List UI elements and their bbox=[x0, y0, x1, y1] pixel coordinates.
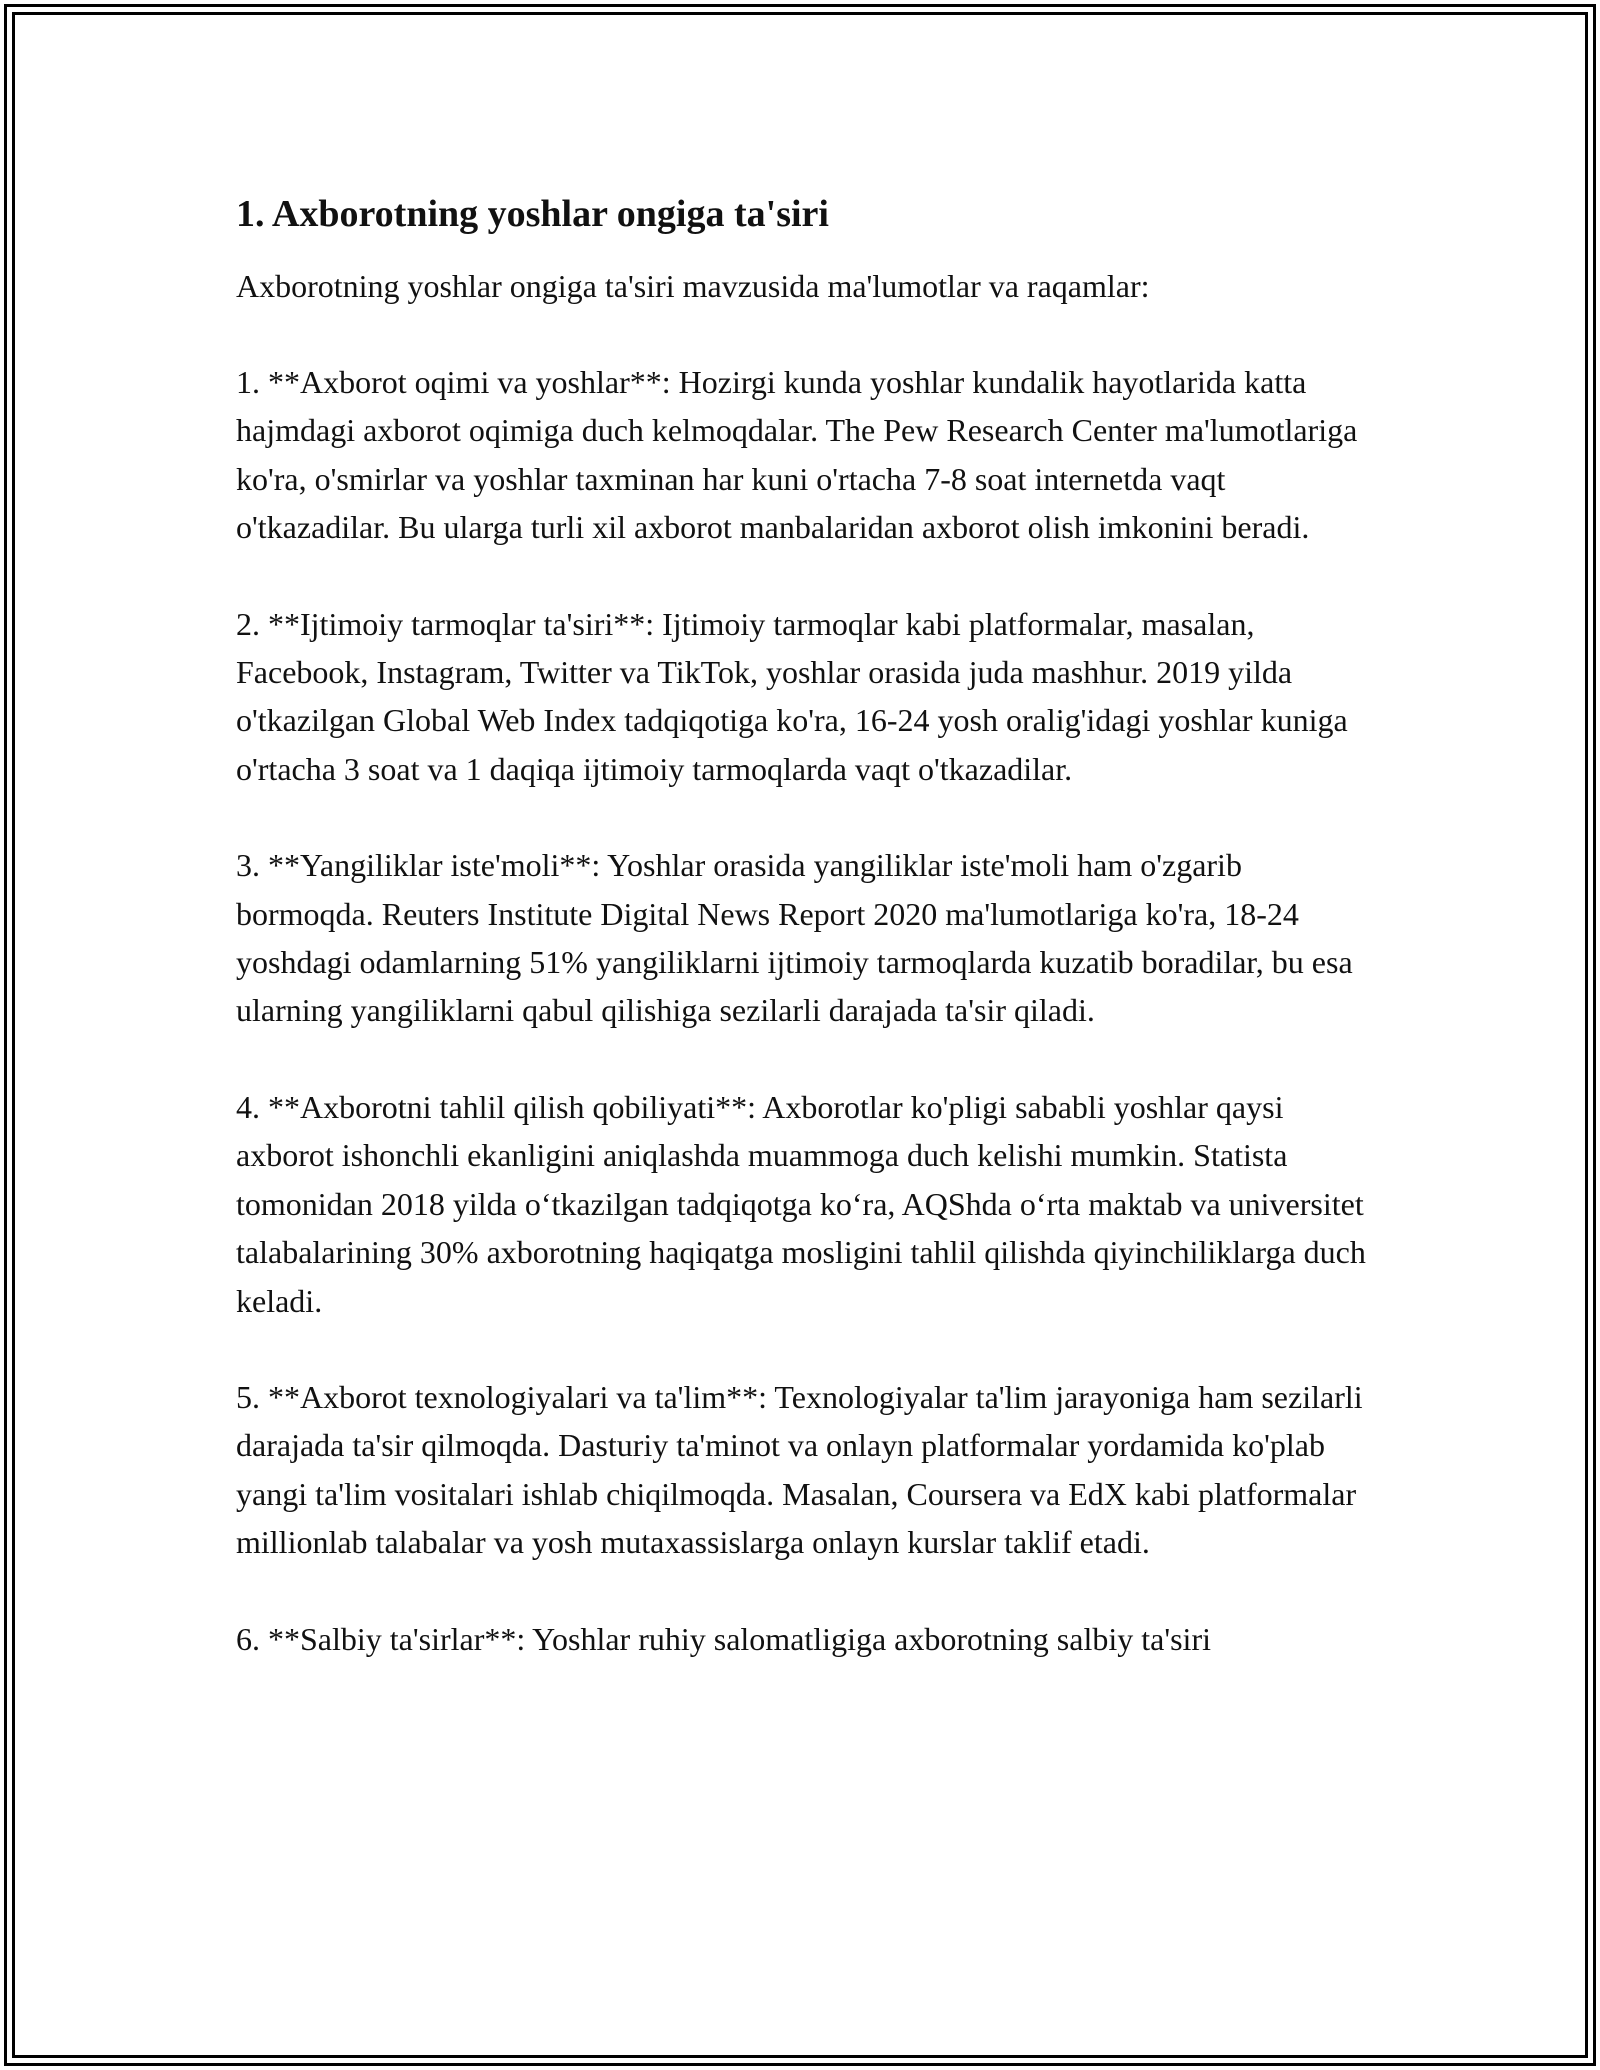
list-item-1: 1. **Axborot oqimi va yoshlar**: Hozirgi kunda yoshlar kundalik hayotlarida katta hajmdagi axborot oqimiga duch kelmoqdalar. The Pew Research Center ma'lumotlariga ko'ra, o'smirlar va yoshlar taxminan har kuni o'rtacha 7-8 soat internetda vaqt o'tkazadilar. Bu ularga turli xil axborot manbalaridan axborot olish imkonini beradi. bbox=[236, 364, 1358, 546]
document-title: 1. Axborotning yoshlar ongiga ta'siri bbox=[236, 193, 829, 235]
document-body bbox=[236, 186, 1366, 1711]
intro-paragraph: Axborotning yoshlar ongiga ta'siri mavzusida ma'lumotlar va raqamlar: bbox=[236, 268, 1150, 304]
list-item-4: 4. **Axborotni tahlil qilish qobiliyati**: Axborotlar ko'pligi sababli yoshlar qaysi axborot ishonchli ekanligini aniqlashda muammoga duch kelishi mumkin. Statista tomonidan 2018 yilda o‘tkazilgan tadqiqotga ko‘ra, AQShda o‘rta maktab va universitet talabalarining 30% axborotning haqiqatga mosligini tahlil qilishda qiyinchiliklarga duch keladi. bbox=[236, 1088, 1366, 1319]
list-item-6: 6. **Salbiy ta'sirlar**: Yoshlar ruhiy salomatligiga axborotning salbiy ta'siri bbox=[236, 1620, 1211, 1657]
list-item-3: 3. **Yangiliklar iste'moli**: Yoshlar orasida yangiliklar iste'moli ham o'zgarib bormoqda. Reuters Institute Digital News Report 2020 ma'lumotlariga ko'ra, 18-24 yoshdagi odamlarning 51% yangiliklarni ijtimoiy tarmoqlarda kuzatib boradilar, bu esa ularning yangiliklarni qabul qilishiga sezilarli darajada ta'sir qiladi. bbox=[236, 847, 1353, 1029]
list-item-2: 2. **Ijtimoiy tarmoqlar ta'siri**: Ijtimoiy tarmoqlar kabi platformalar, masalan, Facebook, Instagram, Twitter va TikTok, yoshlar orasida juda mashhur. 2019 yilda o'tkazilgan Global Web Index tadqiqotiga ko'ra, 16-24 yosh oralig'idagi yoshlar kuniga o'rtacha 3 soat va 1 daqiqa ijtimoiy tarmoqlarda vaqt o'tkazadilar. bbox=[236, 605, 1348, 787]
list-item-5: 5. **Axborot texnologiyalari va ta'lim**: Texnologiyalar ta'lim jarayoniga ham sezilarli darajada ta'sir qilmoqda. Dasturiy ta'minot va onlayn platformalar yordamida ko'plab yangi ta'lim vositalari ishlab chiqilmoqda. Masalan, Coursera va EdX kabi platformalar millionlab talabalar va yosh mutaxassislarga onlayn kurslar taklif etadi. bbox=[236, 1378, 1363, 1561]
